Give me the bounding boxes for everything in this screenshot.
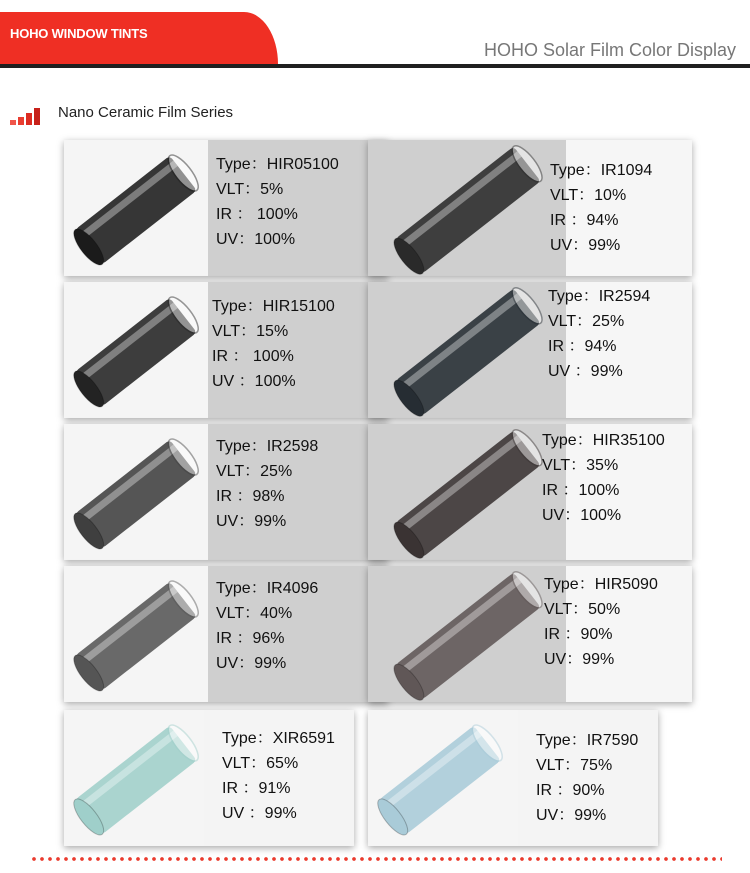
product-type: Type：IR4096	[216, 580, 319, 597]
product-ir: IR ：96%	[216, 630, 285, 647]
product-card-xir6591[interactable]	[64, 710, 354, 846]
film-roll-icon	[368, 566, 566, 702]
product-vlt: VLT：65%	[222, 755, 299, 772]
product-ir: IR ：98%	[216, 488, 285, 505]
product-ir: IR ：91%	[222, 780, 291, 797]
product-ir: IR ：94%	[550, 212, 619, 229]
product-vlt: VLT：25%	[216, 463, 293, 480]
product-uv: UV：99%	[216, 655, 287, 672]
product-uv: UV：99%	[536, 807, 607, 824]
product-type: Type：HIR35100	[542, 432, 665, 449]
product-card-ir7590[interactable]	[368, 710, 658, 846]
product-vlt: VLT：50%	[544, 601, 621, 618]
product-uv: UV：100%	[542, 507, 622, 524]
page-title: HOHO Solar Film Color Display	[483, 40, 736, 60]
product-specs	[542, 428, 688, 528]
film-roll-icon	[368, 424, 566, 560]
product-specs	[222, 726, 352, 826]
film-roll-icon	[368, 282, 566, 418]
product-type: Type：XIR6591	[222, 730, 335, 747]
film-roll-icon	[64, 424, 208, 560]
product-specs	[548, 284, 688, 384]
product-type: Type：IR7590	[536, 732, 639, 749]
product-vlt: VLT：10%	[550, 187, 627, 204]
product-specs	[216, 576, 384, 676]
product-type: Type：HIR05100	[216, 156, 339, 173]
product-card-ir4096[interactable]	[64, 566, 388, 702]
product-specs	[544, 572, 688, 672]
section-title: Nano Ceramic Film Series	[58, 104, 234, 121]
product-specs	[216, 434, 384, 534]
product-uv: UV ：100%	[212, 373, 296, 390]
product-vlt: VLT：5%	[216, 181, 284, 198]
product-card-hir05100[interactable]	[64, 140, 388, 276]
signal-bars-icon	[10, 106, 46, 126]
product-ir: IR ：90%	[544, 626, 613, 643]
product-specs	[550, 158, 688, 258]
product-type: Type：IR2594	[548, 288, 651, 305]
product-card-hir15100[interactable]	[64, 282, 388, 418]
product-specs	[536, 728, 656, 828]
product-card-ir1094[interactable]	[368, 140, 692, 276]
product-vlt: VLT：75%	[536, 757, 613, 774]
product-card-hir5090[interactable]	[368, 566, 692, 702]
product-ir: IR ： 100%	[216, 206, 298, 223]
product-type: Type：HIR5090	[544, 576, 658, 593]
product-vlt: VLT：25%	[548, 313, 625, 330]
product-vlt: VLT：35%	[542, 457, 619, 474]
product-ir: IR ： 100%	[212, 348, 294, 365]
film-roll-icon	[64, 282, 208, 418]
film-roll-icon	[64, 710, 208, 846]
header-divider	[0, 64, 750, 68]
dotted-divider	[30, 856, 722, 862]
product-uv: UV：99%	[544, 651, 615, 668]
film-roll-icon	[368, 140, 566, 276]
product-specs	[216, 152, 384, 252]
product-ir: IR ：94%	[548, 338, 617, 355]
product-specs	[212, 294, 380, 394]
product-type: Type：IR1094	[550, 162, 653, 179]
product-uv: UV：100%	[216, 231, 296, 248]
product-uv: UV ：99%	[222, 805, 297, 822]
film-roll-icon	[64, 566, 208, 702]
product-card-ir2598[interactable]	[64, 424, 388, 560]
film-roll-icon	[64, 140, 208, 276]
product-type: Type：HIR15100	[212, 298, 335, 315]
product-uv: UV：99%	[216, 513, 287, 530]
product-vlt: VLT：40%	[216, 605, 293, 622]
product-type: Type：IR2598	[216, 438, 319, 455]
product-vlt: VLT：15%	[212, 323, 289, 340]
product-card-hir35100[interactable]	[368, 424, 692, 560]
brand-name: HOHO WINDOW TINTS	[10, 26, 148, 41]
product-uv: UV ：99%	[548, 363, 623, 380]
film-roll-icon	[368, 710, 512, 846]
product-ir: IR ：90%	[536, 782, 605, 799]
product-ir: IR ：100%	[542, 482, 620, 499]
product-card-ir2594[interactable]	[368, 282, 692, 418]
product-uv: UV：99%	[550, 237, 621, 254]
